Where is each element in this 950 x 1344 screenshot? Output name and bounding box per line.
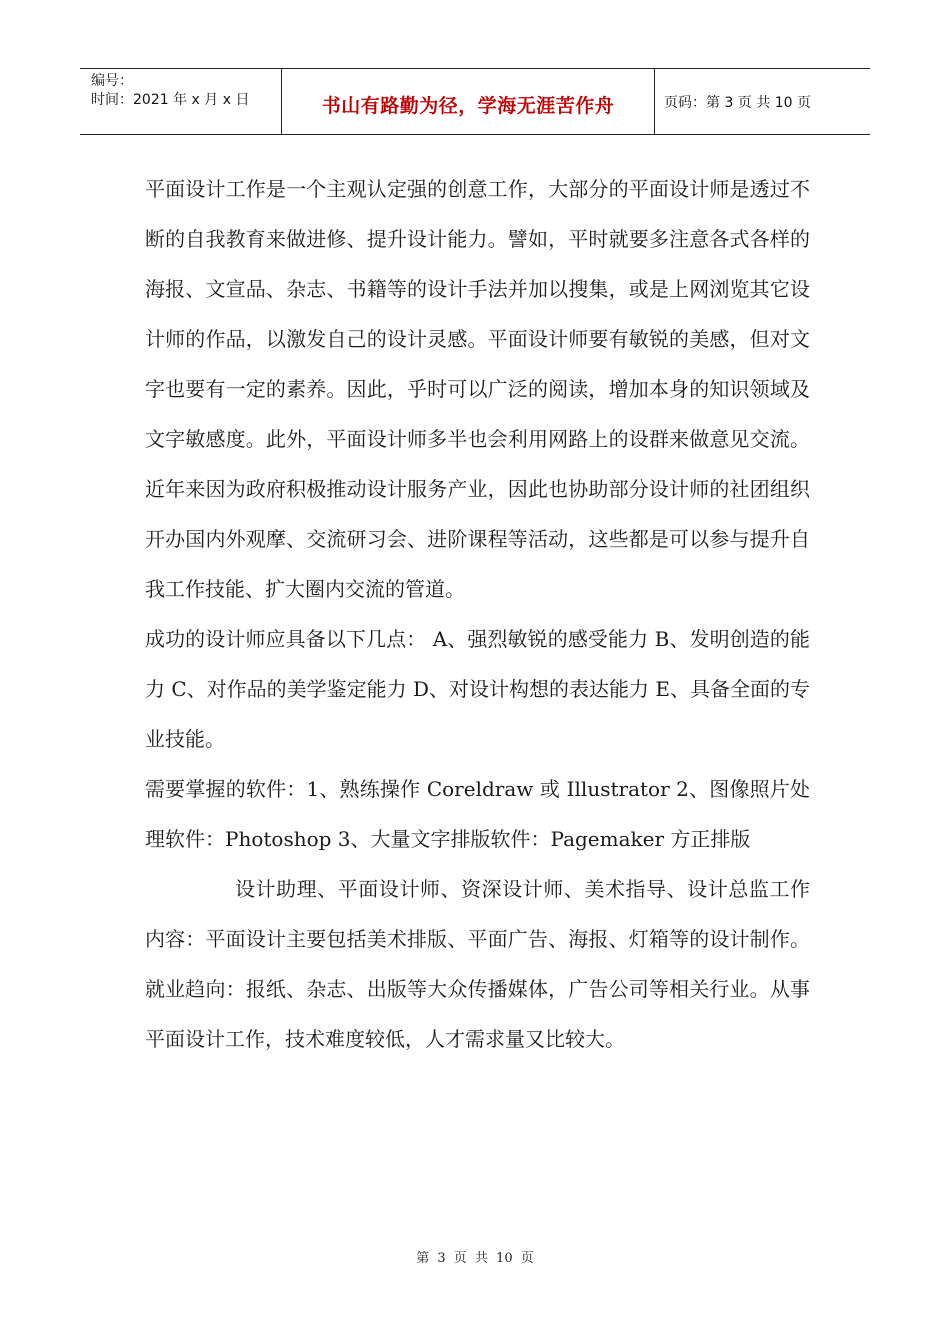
paragraph-required-software: 需要掌握的软件：1、熟练操作 Coreldraw 或 Illustrator 2、图像照片处理软件：Photoshop 3、大量文字排版软件：Pagemaker 方正排版 bbox=[145, 777, 810, 851]
header-motto: 书山有路勤为径，学海无涯苦作舟 bbox=[321, 95, 615, 117]
document-number-label: 编号： bbox=[91, 73, 133, 89]
page-footer: 第 3 页 共 10 页 bbox=[416, 1251, 534, 1266]
paragraph-job-content: 设计助理、平面设计师、资深设计师、美术指导、设计总监工作内容：平面设计主要包括美术排版、平面广告、海报、灯箱等的设计制作。就业趋向：报纸、杂志、出版等大众传播媒体，广告公司等相关行业。从事平面设计工作，技术难度较低，人才需求量又比较大。 bbox=[145, 877, 810, 1051]
paragraph-designer-qualities: 成功的设计师应具备以下几点： A、强烈敏锐的感受能力 B、发明创造的能力 C、对作品的美学鉴定能力 D、对设计构想的表达能力 E、具备全面的专业技能。 bbox=[145, 627, 811, 751]
header-page-cell bbox=[655, 69, 870, 134]
page-header bbox=[80, 68, 870, 135]
document-body bbox=[145, 164, 810, 1064]
document-date: 时间：2021 年 x 月 x 日 bbox=[91, 92, 250, 108]
paragraph-self-education: 平面设计工作是一个主观认定强的创意工作，大部分的平面设计师是透过不断的自我教育来做进修、提升设计能力。譬如，平时就要多注意各式各样的海报、文宣品、杂志、书籍等的设计手法并加以搜集，或是上网浏览其它设计师的作品，以激发自己的设计灵感。平面设计师要有敏锐的美感，但对文字也要有一定的素养。因此，乎时可以广泛的阅读，增加本身的知识领域及文字敏感度。此外，平面设计师多半也会利用网路上的设群来做意见交流。近年来因为政府积极推动设计服务产业，因此也协助部分设计师的社团组织开办国内外观摩、交流研习会、进阶课程等活动，这些都是可以参与提升自我工作技能、扩大圈内交流的管道。 bbox=[145, 177, 810, 601]
header-motto-cell bbox=[282, 69, 655, 134]
header-info-cell bbox=[80, 69, 282, 134]
header-page-number: 页码：第 3 页 共 10 页 bbox=[664, 95, 811, 111]
